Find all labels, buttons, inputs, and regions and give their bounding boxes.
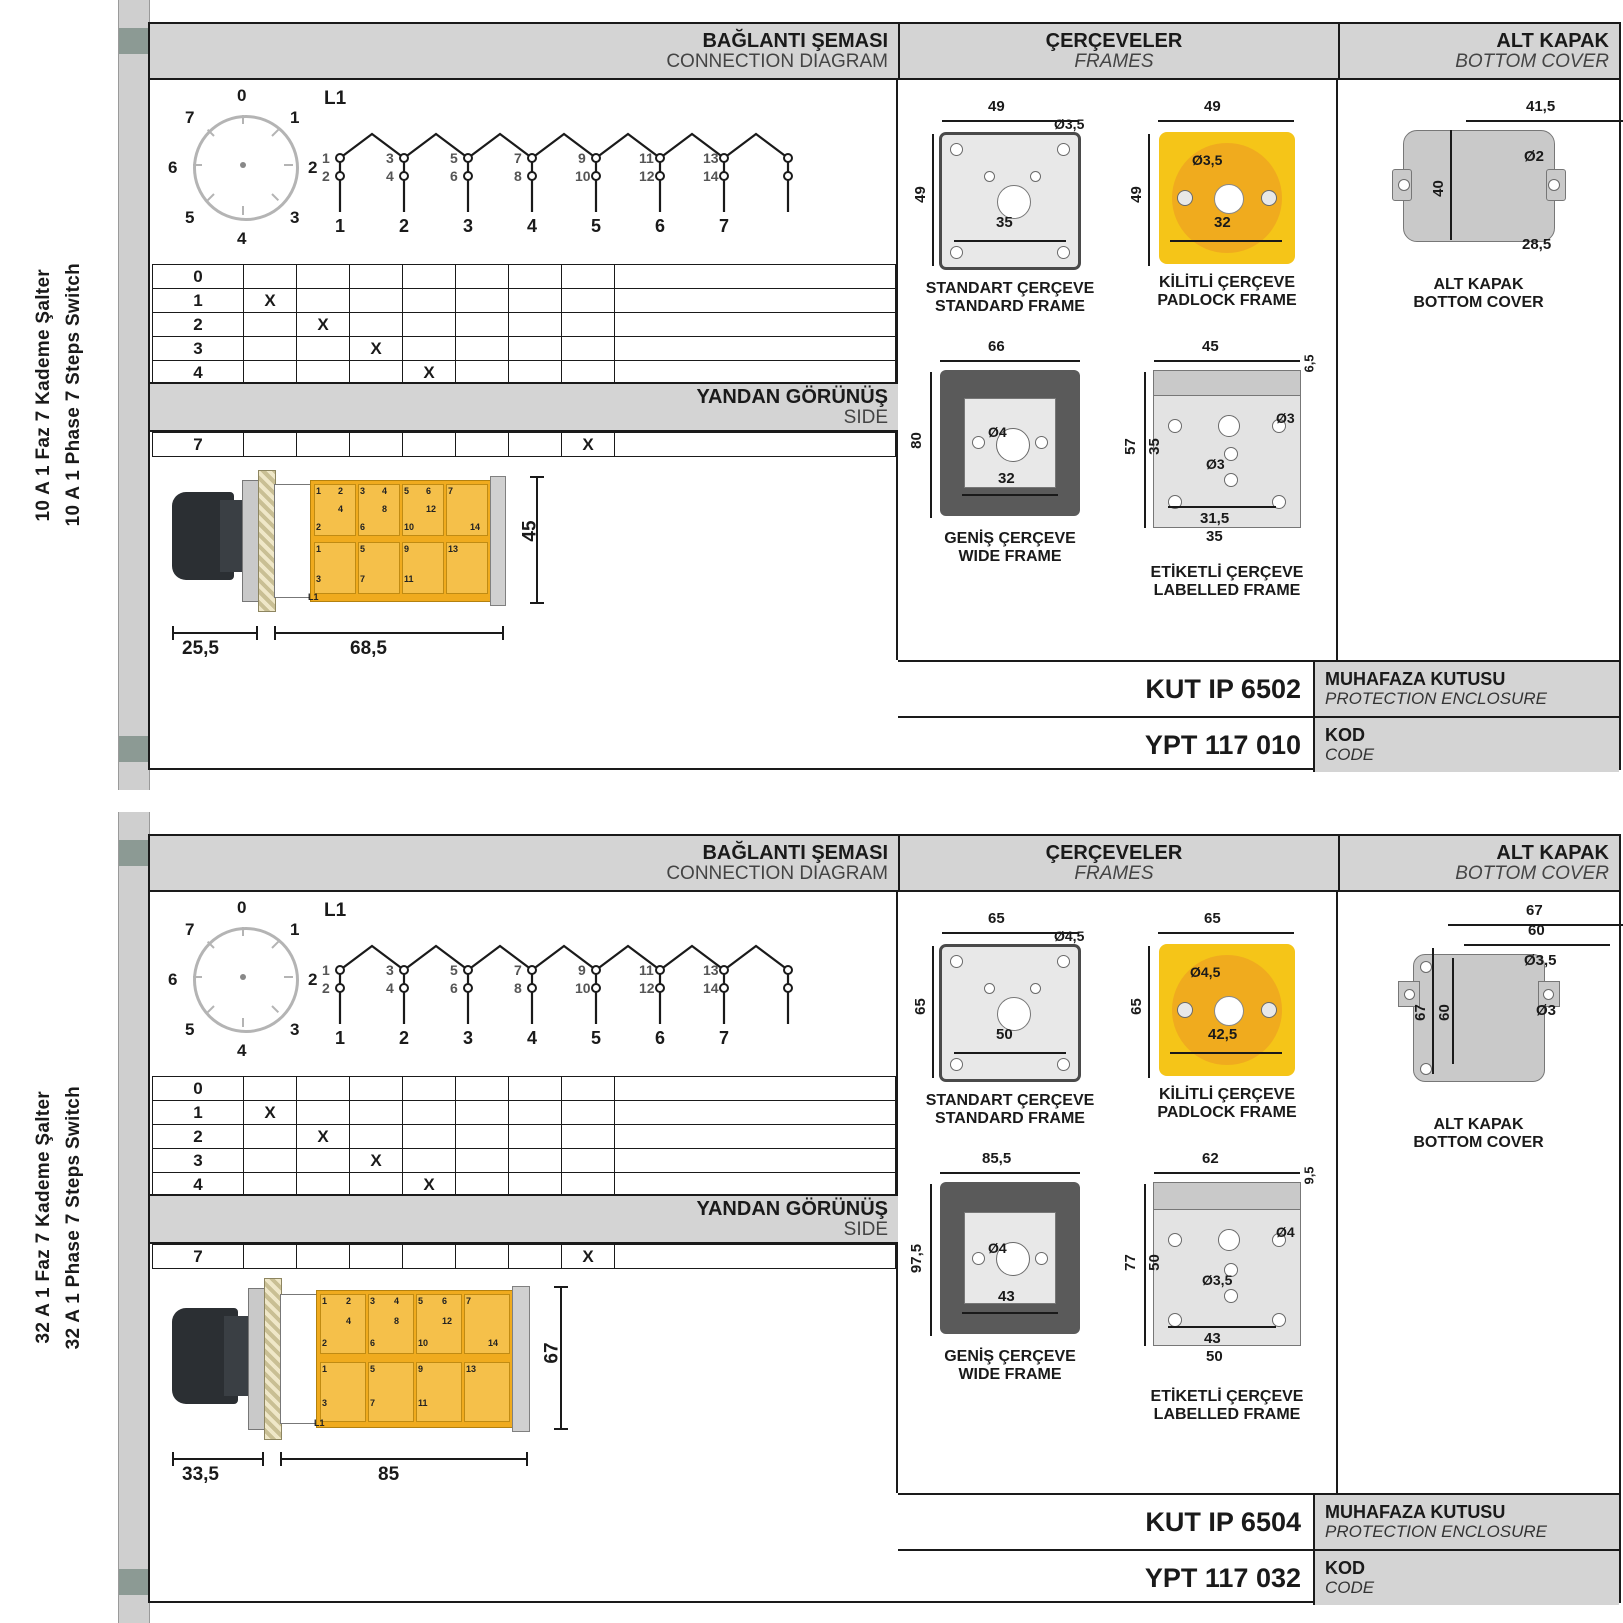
header-frames-en: FRAMES — [1074, 862, 1154, 884]
contact-12: 12 — [639, 168, 655, 184]
padlock-frame-shape — [1159, 944, 1295, 1076]
dim-left: 49 — [911, 186, 929, 203]
spine-cap-bottom — [119, 736, 149, 762]
standard-frame-shape — [939, 132, 1081, 270]
panel-spine — [118, 0, 150, 790]
code-value: YPT 117 010 — [1144, 729, 1301, 760]
dim-hole: Ø3,5 — [1192, 152, 1223, 168]
contact-1: 1 — [322, 150, 330, 166]
contact-10: 10 — [575, 168, 591, 184]
dial-pos-7: 7 — [185, 108, 195, 127]
band-side-view — [150, 382, 898, 432]
panel-content — [148, 834, 1621, 1603]
col-4: 4 — [527, 216, 538, 236]
dim-hole-right: Ø3 — [1276, 410, 1295, 426]
dim-hole: Ø4,5 — [1054, 928, 1085, 944]
footer-block — [898, 1493, 1619, 1601]
frame-name-tr: KİLİTLİ ÇERÇEVE — [1158, 274, 1295, 291]
dim-height: 67 — [541, 1342, 563, 1364]
contact-schematic — [320, 900, 880, 1060]
collar — [280, 1294, 318, 1424]
dim-top: 67 — [1526, 902, 1543, 919]
contact-7: 7 — [514, 150, 522, 166]
terminal-l1-label: L1 — [324, 88, 347, 109]
frame-name-tr: ETİKETLİ ÇERÇEVE — [1150, 1388, 1304, 1405]
dim-left-outer: 77 — [1121, 1254, 1139, 1271]
frame-name-en: LABELLED FRAME — [1153, 581, 1301, 599]
dim-bottom: 42,5 — [1208, 1026, 1238, 1043]
contact-12: 12 — [639, 980, 655, 996]
col-1: 1 — [335, 1028, 346, 1048]
side-view-drawing: 1 2 2 4 3 4 6 8 5 6 10 12 7 14 1 3 5 7 9 11 13 L1 33,5 85 67 — [150, 1246, 898, 1526]
left-label-en: 32 A 1 Phase 7 Steps Switch — [63, 1085, 84, 1350]
dial-pos-7: 7 — [185, 920, 195, 939]
frame-name-en: STANDARD FRAME — [935, 297, 1085, 315]
dim-height: 45 — [519, 520, 541, 542]
col-5: 5 — [591, 1028, 602, 1048]
dial-hub — [240, 974, 246, 980]
contact-3: 3 — [386, 962, 394, 978]
frame-standard — [902, 902, 1118, 1128]
band-side-tr: YANDAN GÖRÜNÜŞ — [696, 385, 888, 408]
panel-spine — [118, 812, 150, 1623]
header-frames-en: FRAMES — [1074, 50, 1154, 72]
enclosure-label — [1313, 1495, 1619, 1549]
mark-cell: X — [403, 1173, 456, 1197]
dim-left-outer: 57 — [1121, 438, 1139, 455]
table-row — [153, 1173, 896, 1197]
mark-cell: X — [562, 433, 615, 457]
contact-13: 13 — [703, 150, 719, 166]
col-6: 6 — [655, 216, 666, 236]
dim-hole-mid: Ø3 — [1206, 456, 1225, 472]
contact-11: 11 — [639, 150, 654, 166]
header-frames-tr: ÇERÇEVELER — [1045, 841, 1183, 864]
dim-left2: 60 — [1435, 1004, 1453, 1021]
collar — [274, 484, 312, 598]
contact-1: 1 — [322, 962, 330, 978]
dial-pos-4: 4 — [237, 229, 247, 248]
rotary-dial — [168, 898, 318, 1060]
dim-bottom: 28,5 — [1522, 236, 1552, 253]
dim-bottom: 50 — [996, 1026, 1013, 1043]
dim-bottom: 43 — [998, 1288, 1015, 1305]
header-connection-diagram — [150, 836, 898, 892]
step-label: 7 — [153, 433, 244, 457]
contact-5: 5 — [450, 962, 458, 978]
dial-pos-1: 1 — [290, 108, 300, 127]
bottom-cover-shape — [1403, 130, 1555, 242]
mark-cell: X — [350, 1149, 403, 1173]
dim-top: 62 — [1202, 1150, 1219, 1167]
col-4: 4 — [527, 1028, 538, 1048]
frame-name-tr: ETİKETLİ ÇERÇEVE — [1150, 564, 1304, 581]
panel-32a — [0, 812, 1623, 1623]
frame-labelled — [1120, 328, 1334, 600]
footer-row-enclosure — [898, 1495, 1619, 1549]
step-label: 0 — [153, 265, 244, 289]
dim-left: 49 — [1127, 186, 1145, 203]
bottom-cover-title-en: BOTTOM COVER — [1413, 1133, 1544, 1151]
dial-pos-1: 1 — [290, 920, 300, 939]
contact-11: 11 — [639, 962, 654, 978]
contact-4: 4 — [386, 980, 394, 996]
dim-hole2: Ø3 — [1536, 1002, 1557, 1019]
header-bottom-en: BOTTOM COVER — [1455, 50, 1609, 72]
step-label: 3 — [153, 337, 244, 361]
contact-schematic — [320, 88, 880, 248]
mark-cell: X — [297, 1125, 350, 1149]
dial-pos-6: 6 — [168, 158, 178, 177]
contact-14: 14 — [703, 980, 719, 996]
header-connection-en: CONNECTION DIAGRAM — [666, 50, 888, 72]
enclosure-label-tr: MUHAFAZA KUTUSU — [1325, 669, 1506, 690]
table-row — [153, 1077, 896, 1101]
enclosure-label-en: PROTECTION ENCLOSURE — [1325, 1521, 1547, 1541]
dim-left-inner: 35 — [1145, 438, 1163, 455]
terminal-l1-label: L1 — [324, 900, 347, 921]
dim-bottom-inner: 43 — [1204, 1330, 1221, 1347]
band-side-tr: YANDAN GÖRÜNÜŞ — [696, 1197, 888, 1220]
frame-name-tr: STANDART ÇERÇEVE — [925, 280, 1095, 297]
dial-pos-5: 5 — [185, 208, 195, 227]
header-bottom-cover — [1338, 836, 1619, 892]
frame-name-en: WIDE FRAME — [958, 547, 1062, 565]
dim-bottom: 32 — [1214, 214, 1231, 231]
dim-top: 49 — [1204, 98, 1221, 115]
frame-labelled — [1120, 1140, 1334, 1424]
contact-3: 3 — [386, 150, 394, 166]
dim-body-length: 85 — [378, 1464, 400, 1485]
contact-2: 2 — [322, 168, 330, 184]
header-bottom-en: BOTTOM COVER — [1455, 862, 1609, 884]
frame-padlock — [1120, 902, 1334, 1122]
header-connection-tr: BAĞLANTI ŞEMASI — [702, 29, 888, 52]
table-row — [153, 337, 896, 361]
dial-pos-4: 4 — [237, 1041, 247, 1060]
step-label: 0 — [153, 1077, 244, 1101]
dim-bottom-outer: 35 — [1206, 528, 1223, 545]
footer-row-code — [898, 716, 1619, 772]
dim-top: 49 — [988, 98, 1005, 115]
header-connection-en: CONNECTION DIAGRAM — [666, 862, 888, 884]
contact-7: 7 — [514, 962, 522, 978]
header-frames — [898, 836, 1338, 892]
left-label-en: 10 A 1 Phase 7 Steps Switch — [63, 263, 84, 527]
dim-knob-depth: 25,5 — [182, 638, 219, 659]
table-row — [153, 1125, 896, 1149]
dim-knob-depth: 33,5 — [182, 1464, 219, 1485]
end-cap — [490, 476, 506, 606]
dim-left: 97,5 — [908, 1243, 926, 1274]
dim-bottom: 35 — [996, 214, 1013, 231]
dim-hole-right: Ø4 — [1276, 1224, 1295, 1240]
dim-bottom: 32 — [998, 470, 1015, 487]
contact-9: 9 — [578, 150, 586, 166]
dim-hole: Ø4,5 — [1190, 964, 1221, 980]
footer-block — [898, 660, 1619, 768]
dim-top: 45 — [1202, 338, 1219, 355]
dim-bottom-outer: 50 — [1206, 1348, 1223, 1365]
panel-content — [148, 22, 1621, 770]
dial-pos-2: 2 — [308, 970, 318, 989]
step-label: 1 — [153, 1101, 244, 1125]
dial-pos-3: 3 — [290, 1020, 300, 1039]
code-label-en: CODE — [1325, 1577, 1375, 1597]
col-7: 7 — [719, 216, 730, 236]
mark-cell: X — [403, 361, 456, 385]
table-row — [153, 265, 896, 289]
frame-wide — [902, 328, 1118, 566]
dim-hole: Ø4 — [988, 424, 1007, 440]
dim-left: 67 — [1411, 1004, 1429, 1021]
code-value: YPT 117 032 — [1144, 1562, 1301, 1593]
step-label: 4 — [153, 1173, 244, 1197]
enclosure-label — [1313, 662, 1619, 716]
step-label: 4 — [153, 361, 244, 385]
end-cap — [512, 1286, 530, 1432]
contact-5: 5 — [450, 150, 458, 166]
band-side-en: SIDE — [843, 1218, 888, 1240]
band-side-view — [150, 1194, 898, 1244]
dim-hole1: Ø3,5 — [1524, 952, 1557, 969]
dim-hole: Ø2 — [1524, 148, 1545, 165]
mark-cell: X — [297, 313, 350, 337]
frame-name-tr: KİLİTLİ ÇERÇEVE — [1158, 1086, 1295, 1103]
dim-top: 85,5 — [982, 1150, 1012, 1167]
contact-8: 8 — [514, 168, 522, 184]
labelled-frame-shape — [1153, 1182, 1301, 1346]
step-label: 1 — [153, 289, 244, 313]
header-connection-tr: BAĞLANTI ŞEMASI — [702, 841, 888, 864]
enclosure-label-tr: MUHAFAZA KUTUSU — [1325, 1502, 1506, 1523]
rotary-dial — [168, 86, 318, 248]
dial-pos-0: 0 — [237, 86, 247, 105]
footer-row-code — [898, 1549, 1619, 1605]
col-5: 5 — [591, 216, 602, 236]
enclosure-value: KUT IP 6504 — [1145, 1506, 1301, 1537]
code-label-en: CODE — [1325, 744, 1375, 764]
dim-top: 66 — [988, 338, 1005, 355]
table-row — [153, 1101, 896, 1125]
bottom-cover-column — [1338, 892, 1619, 1152]
frame-name-en: PADLOCK FRAME — [1157, 291, 1297, 309]
spine-cap-top — [119, 840, 149, 866]
panel-left-label — [0, 812, 118, 1623]
mark-cell: X — [350, 337, 403, 361]
mark-cell: X — [244, 1101, 297, 1125]
contact-9: 9 — [578, 962, 586, 978]
standard-frame-shape — [939, 944, 1081, 1082]
bottom-cover-title-tr: ALT KAPAK — [1433, 276, 1524, 293]
contact-6: 6 — [450, 980, 458, 996]
frame-name-en: WIDE FRAME — [958, 1365, 1062, 1383]
dim-top2: 60 — [1528, 922, 1545, 939]
frame-padlock — [1120, 90, 1334, 310]
col-7: 7 — [719, 1028, 730, 1048]
left-label-tr: 32 A 1 Faz 7 Kademe Şalter — [33, 1091, 54, 1344]
dim-bottom-inner: 31,5 — [1200, 510, 1230, 527]
left-label-tr: 10 A 1 Faz 7 Kademe Şalter — [33, 268, 54, 522]
dim-right-small: 9,5 — [1301, 1166, 1317, 1185]
dim-top: 65 — [988, 910, 1005, 927]
header-bottom-cover — [1338, 24, 1619, 80]
band-side-en: SIDE — [843, 406, 888, 428]
enclosure-label-en: PROTECTION ENCLOSURE — [1325, 688, 1547, 708]
dial-pos-6: 6 — [168, 970, 178, 989]
side-view-drawing: 1 2 2 4 3 4 6 8 5 6 10 12 7 14 1 3 5 7 9 11 13 L1 25,5 68,5 45 — [150, 434, 898, 694]
col-2: 2 — [399, 1028, 410, 1048]
table-row — [153, 289, 896, 313]
col-6: 6 — [655, 1028, 666, 1048]
table-row — [153, 1149, 896, 1173]
col-1: 1 — [335, 216, 346, 236]
dim-hole-mid: Ø3,5 — [1202, 1272, 1233, 1288]
table-row — [153, 313, 896, 337]
col-2: 2 — [399, 216, 410, 236]
contact-8: 8 — [514, 980, 522, 996]
contact-2: 2 — [322, 980, 330, 996]
frame-name-en: PADLOCK FRAME — [1157, 1103, 1297, 1121]
contact-14: 14 — [703, 168, 719, 184]
dial-hub — [240, 162, 246, 168]
dim-left: 40 — [1429, 180, 1447, 197]
padlock-frame-shape — [1159, 132, 1295, 264]
frame-wide — [902, 1140, 1118, 1384]
frame-standard — [902, 90, 1118, 316]
frame-name-en: LABELLED FRAME — [1153, 1405, 1301, 1423]
dial-pos-0: 0 — [237, 898, 247, 917]
col-3: 3 — [463, 216, 474, 236]
contact-13: 13 — [703, 962, 719, 978]
step-label: 3 — [153, 1149, 244, 1173]
mark-cell: X — [562, 1245, 615, 1269]
bottom-cover-column — [1338, 80, 1619, 312]
spine-cap-bottom — [119, 1569, 149, 1595]
contact-4: 4 — [386, 168, 394, 184]
header-frames — [898, 24, 1338, 80]
table-row — [153, 361, 896, 385]
frame-name-tr: GENİŞ ÇERÇEVE — [944, 530, 1076, 547]
dim-left: 65 — [1127, 998, 1145, 1015]
dial-pos-3: 3 — [290, 208, 300, 227]
contact-6: 6 — [450, 168, 458, 184]
dim-left-inner: 50 — [1145, 1254, 1163, 1271]
header-bottom-tr: ALT KAPAK — [1496, 29, 1609, 52]
labelled-frame-shape — [1153, 370, 1301, 528]
enclosure-value: KUT IP 6502 — [1145, 673, 1301, 704]
code-label-tr: KOD — [1325, 1558, 1365, 1579]
header-bottom-tr: ALT KAPAK — [1496, 841, 1609, 864]
dial-pos-5: 5 — [185, 1020, 195, 1039]
dim-right-small: 6,5 — [1301, 354, 1317, 373]
col-3: 3 — [463, 1028, 474, 1048]
dim-top: 41,5 — [1526, 98, 1556, 115]
step-label: 7 — [153, 1245, 244, 1269]
frame-name-tr: STANDART ÇERÇEVE — [925, 1092, 1095, 1109]
dim-left: 80 — [907, 432, 925, 449]
step-label: 2 — [153, 313, 244, 337]
header-frames-tr: ÇERÇEVELER — [1045, 29, 1183, 52]
code-label — [1313, 1551, 1619, 1605]
panel-10a — [0, 0, 1623, 790]
panel-left-label — [0, 0, 118, 790]
spine-cap-top — [119, 28, 149, 54]
dim-hole: Ø4 — [988, 1240, 1007, 1256]
code-label-tr: KOD — [1325, 725, 1365, 746]
footer-row-enclosure — [898, 662, 1619, 716]
dim-body-length: 68,5 — [350, 638, 387, 659]
header-connection-diagram — [150, 24, 898, 80]
dial-pos-2: 2 — [308, 158, 318, 177]
step-label: 2 — [153, 1125, 244, 1149]
mark-cell: X — [244, 289, 297, 313]
code-label — [1313, 718, 1619, 772]
dim-hole: Ø3,5 — [1054, 116, 1085, 132]
bottom-cover-title-tr: ALT KAPAK — [1433, 1116, 1524, 1133]
frame-name-en: STANDARD FRAME — [935, 1109, 1085, 1127]
dim-top: 65 — [1204, 910, 1221, 927]
bottom-cover-title-en: BOTTOM COVER — [1413, 293, 1544, 311]
dim-left: 65 — [911, 998, 929, 1015]
contact-10: 10 — [575, 980, 591, 996]
frame-name-tr: GENİŞ ÇERÇEVE — [944, 1348, 1076, 1365]
